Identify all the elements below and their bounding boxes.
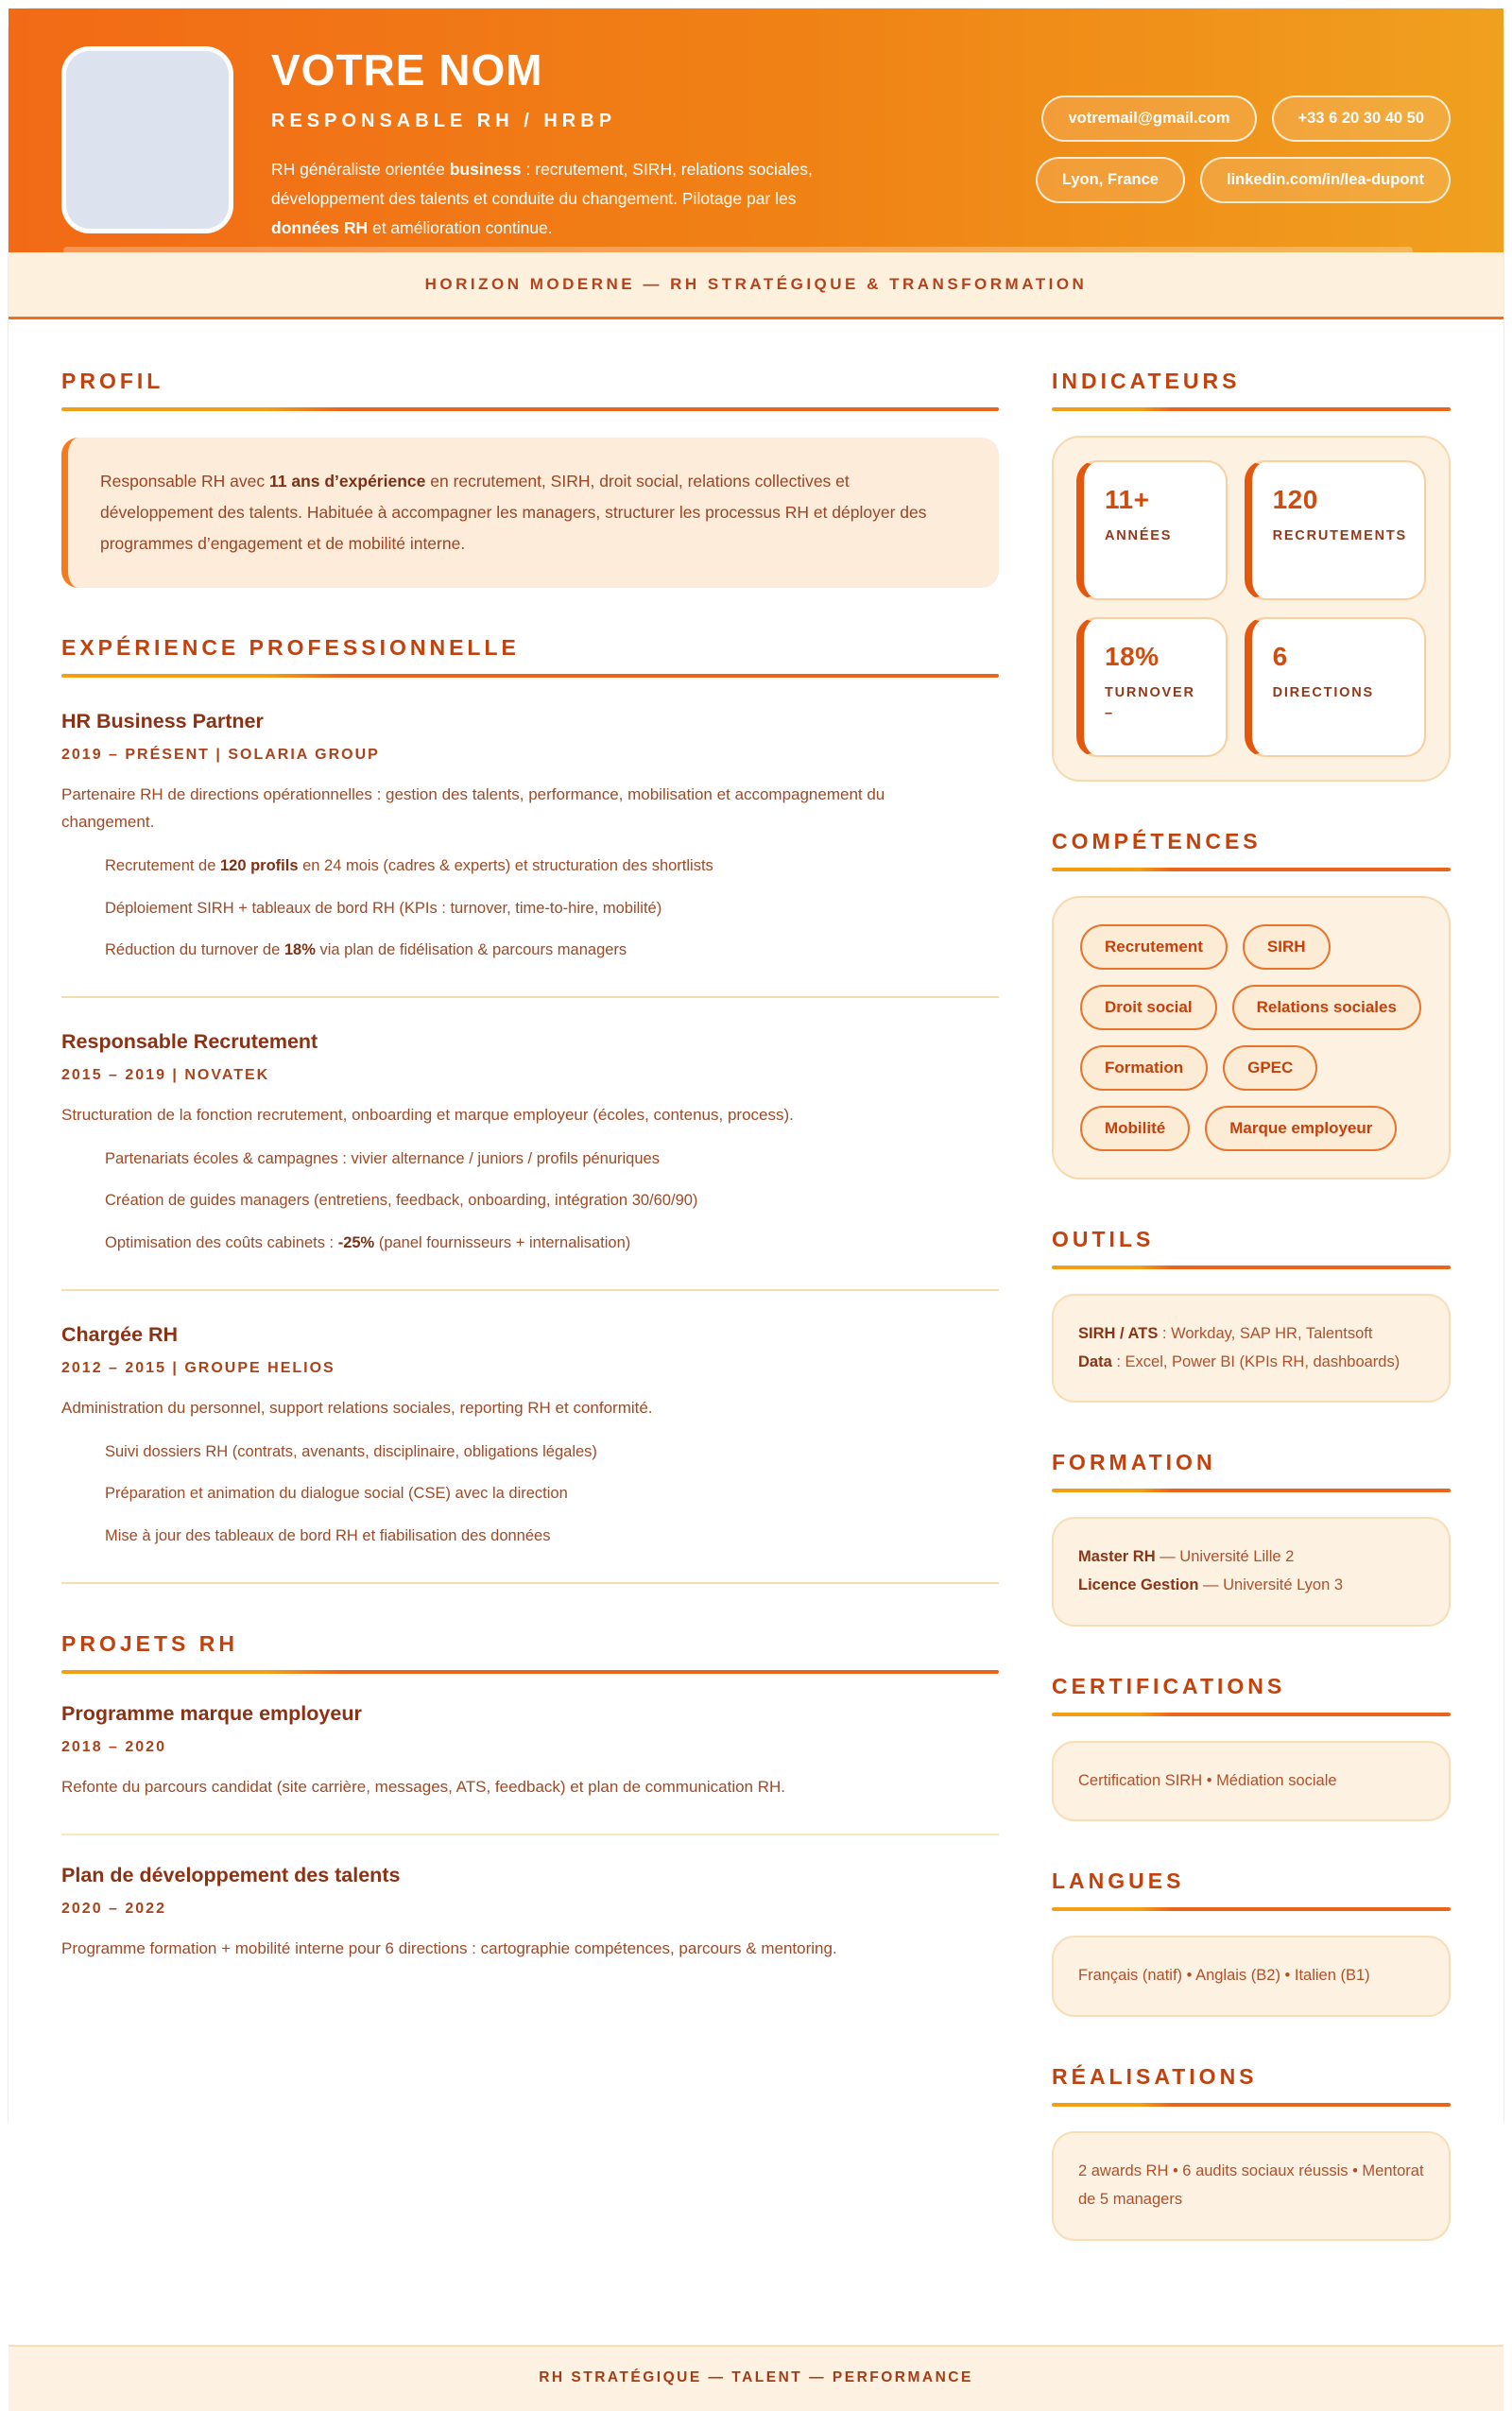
candidate-role: RESPONSABLE RH / HRBP: [271, 111, 617, 131]
job-title: Chargée RH: [61, 1323, 179, 1347]
profil-heading: PROFIL: [61, 369, 164, 393]
section-certifications: [1052, 1674, 1451, 1822]
project-meta: 2018 – 2020: [61, 1739, 166, 1756]
project-meta: 2020 – 2022: [61, 1900, 166, 1917]
indicator-label: TURNOVER –: [1105, 685, 1195, 721]
job-entry: [61, 1291, 999, 1584]
section-underline: [1052, 868, 1451, 871]
email-pill[interactable]: votremail@gmail.com: [1041, 95, 1256, 142]
project-description: Programme formation + mobilité interne pour 6 directions : cartographie compétences, parcours & mentoring.: [61, 1938, 837, 1957]
job-bullet: Suivi dossiers RH (contrats, avenants, disciplinaire, obligations légales): [105, 1443, 597, 1461]
job-description: Partenaire RH de directions opérationnelles : gestion des talents, performance, mobilisation et accompagnement du changement.: [61, 784, 885, 832]
main-content: [9, 319, 1503, 2345]
job-bullets: [61, 1146, 999, 1255]
skill-chip: Mobilité: [1080, 1106, 1190, 1151]
resume-page: [8, 8, 1504, 2385]
langues-heading: LANGUES: [1052, 1869, 1185, 1894]
skill-chip: Marque employeur: [1205, 1106, 1397, 1151]
section-underline: [1052, 1489, 1451, 1492]
certifications-card: Certification SIRH • Médiation sociale: [1052, 1741, 1451, 1822]
linkedin-pill[interactable]: linkedin.com/in/lea-dupont: [1200, 157, 1451, 203]
outils-card: [1052, 1294, 1451, 1403]
section-underline: [1052, 1907, 1451, 1911]
job-meta: 2012 – 2015 | GROUPE HELIOS: [61, 1360, 335, 1377]
indicator-value: 6: [1272, 642, 1288, 671]
section-formation: [1052, 1450, 1451, 1626]
realisations-card: 2 awards RH • 6 audits sociaux réussis • Mentorat de 5 managers: [1052, 2131, 1451, 2240]
skill-chip: Droit social: [1080, 985, 1217, 1030]
project-title: Programme marque employeur: [61, 1702, 362, 1726]
section-outils: [1052, 1227, 1451, 1403]
skill-chip: Relations sociales: [1232, 985, 1421, 1030]
job-entry: [61, 998, 999, 1291]
experience-heading: EXPÉRIENCE PROFESSIONNELLE: [61, 634, 520, 660]
indicateurs-grid: [1076, 460, 1426, 757]
formation-heading: FORMATION: [1052, 1450, 1216, 1475]
section-profil: [61, 369, 999, 588]
outils-heading: OUTILS: [1052, 1227, 1155, 1251]
outils-line: SIRH / ATS : Workday, SAP HR, Talentsoft: [1078, 1325, 1373, 1342]
project-title: Plan de développement des talents: [61, 1863, 401, 1886]
job-bullet: Préparation et animation du dialogue social (CSE) avec la direction: [105, 1485, 568, 1503]
indicateurs-box: [1052, 436, 1451, 782]
job-bullet: Réduction du turnover de 18% via plan de fidélisation & parcours managers: [105, 940, 627, 958]
skill-chip: SIRH: [1243, 924, 1331, 970]
indicator-card: [1076, 617, 1228, 757]
indicator-card: [1245, 460, 1426, 600]
candidate-name: VOTRE NOM: [271, 45, 543, 95]
section-underline: [61, 407, 999, 411]
section-realisations: [1052, 2064, 1451, 2240]
indicateurs-heading: INDICATEURS: [1052, 369, 1241, 393]
contact-pills: [997, 46, 1451, 203]
indicator-label: ANNÉES: [1105, 528, 1173, 543]
tagline-banner: HORIZON MODERNE — RH STRATÉGIQUE & TRANSFORMATION: [9, 252, 1503, 319]
formation-line: Master RH — Université Lille 2: [1078, 1548, 1295, 1566]
skill-chip: Recrutement: [1080, 924, 1228, 970]
section-underline: [1052, 1713, 1451, 1716]
indicator-label: DIRECTIONS: [1272, 685, 1374, 700]
skill-chip: Formation: [1080, 1045, 1208, 1091]
indicator-value: 11+: [1105, 485, 1150, 514]
job-bullets: [61, 853, 999, 962]
realisations-heading: RÉALISATIONS: [1052, 2064, 1258, 2090]
job-bullet: Partenariats écoles & campagnes : vivier alternance / juniors / profils pénuriques: [105, 1150, 660, 1168]
phone-pill[interactable]: +33 6 20 30 40 50: [1272, 95, 1452, 142]
job-bullet: Mise à jour des tableaux de bord RH et fiabilisation des données: [105, 1526, 551, 1544]
job-title: Responsable Recrutement: [61, 1030, 318, 1054]
skill-chip: GPEC: [1223, 1045, 1317, 1091]
header-text: [271, 46, 829, 243]
section-indicateurs: [1052, 369, 1451, 782]
location-pill[interactable]: Lyon, France: [1036, 157, 1185, 203]
job-bullet: Création de guides managers (entretiens, feedback, onboarding, intégration 30/60/90): [105, 1192, 698, 1210]
project-entry: [61, 1674, 999, 1835]
job-bullet: Recrutement de 120 profils en 24 mois (cadres & experts) et structuration des shortlists: [105, 857, 713, 875]
job-bullet: Optimisation des coûts cabinets : -25% (panel fournisseurs + internalisation): [105, 1233, 631, 1251]
footer-tagline: RH STRATÉGIQUE — TALENT — PERFORMANCE: [9, 2345, 1503, 2411]
job-bullets: [61, 1439, 999, 1548]
left-column: [61, 369, 999, 2288]
outils-line: Data : Excel, Power BI (KPIs RH, dashboards): [1078, 1352, 1400, 1370]
competences-heading: COMPÉTENCES: [1052, 829, 1262, 853]
indicator-value: 18%: [1105, 642, 1160, 671]
right-column: [1052, 369, 1451, 2288]
projets-heading: PROJETS RH: [61, 1631, 238, 1657]
project-description: Refonte du parcours candidat (site carrière, messages, ATS, feedback) et plan de communication RH.: [61, 1778, 786, 1797]
job-meta: 2019 – PRÉSENT | SOLARIA GROUP: [61, 746, 380, 763]
indicator-card: [1245, 617, 1426, 757]
competences-box: [1052, 896, 1451, 1180]
indicator-card: [1076, 460, 1228, 600]
indicator-value: 120: [1272, 485, 1318, 514]
section-underline: [1052, 2103, 1451, 2107]
photo-placeholder: [61, 46, 233, 233]
section-competences: [1052, 829, 1451, 1180]
job-title: HR Business Partner: [61, 709, 264, 732]
header: [9, 9, 1503, 252]
indicator-label: RECRUTEMENTS: [1272, 528, 1407, 543]
profil-card: Responsable RH avec 11 ans d’expérience en recrutement, SIRH, droit social, relations collectives et développement des talents. Habituée à accompagner les managers, structurer les processus RH et déployer des programmes d’engagement et de mobilité interne.: [61, 438, 999, 588]
section-underline: [1052, 407, 1451, 411]
langues-card: Français (natif) • Anglais (B2) • Italien (B1): [1052, 1936, 1451, 2017]
job-meta: 2015 – 2019 | NOVATEK: [61, 1067, 270, 1084]
skill-chips: [1076, 921, 1426, 1155]
job-bullet: Déploiement SIRH + tableaux de bord RH (KPIs : turnover, time-to-hire, mobilité): [105, 899, 662, 917]
job-description: Administration du personnel, support relations sociales, reporting RH et conformité.: [61, 1399, 653, 1418]
job-entry: [61, 678, 999, 999]
certifications-heading: CERTIFICATIONS: [1052, 1673, 1286, 1698]
formation-card: [1052, 1517, 1451, 1626]
section-langues: [1052, 1869, 1451, 2017]
section-projets: [61, 1631, 999, 1995]
formation-line: Licence Gestion — Université Lyon 3: [1078, 1576, 1344, 1594]
job-description: Structuration de la fonction recrutement, onboarding et marque employeur (écoles, contenus, process).: [61, 1106, 794, 1125]
section-underline: [1052, 1266, 1451, 1269]
section-experience: [61, 635, 999, 1585]
project-entry: [61, 1835, 999, 1995]
header-summary: RH généraliste orientée business : recrutement, SIRH, relations sociales, développement des talents et conduite du changement. Pilotage par les données RH et amélioration continue.: [271, 160, 813, 238]
